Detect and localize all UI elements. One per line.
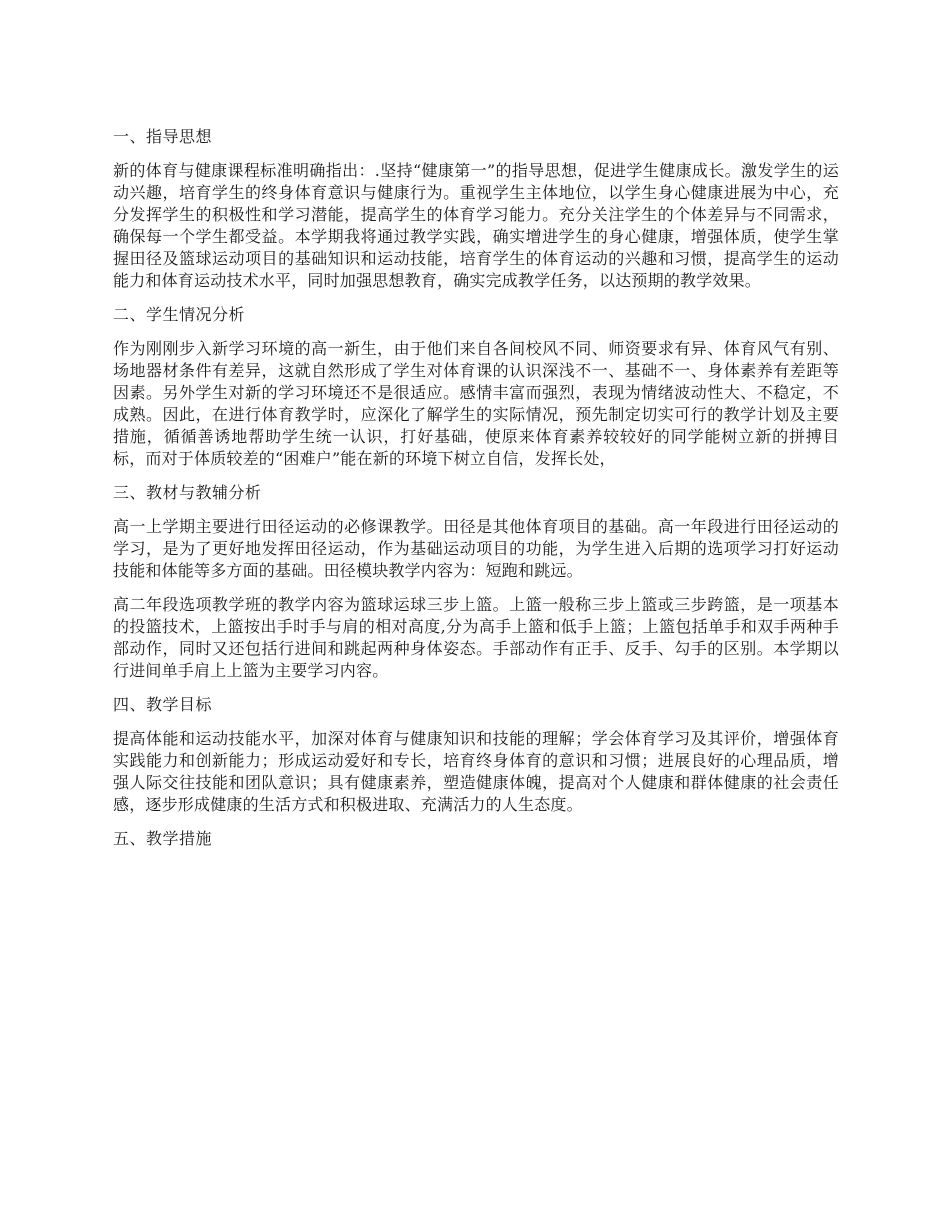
paragraph-materials-track: 高一上学期主要进行田径运动的必修课教学。田径是其他体育项目的基础。高一年段进行田径运动的学习，是为了更好地发挥田径运动，作为基础运动项目的功能，为学生进入后期的选项学习打好运动技能和体能等多方面的基础。田径模块教学内容为：短跑和跳远。: [113, 517, 839, 580]
paragraph-guiding-thought: 新的体育与健康课程标准明确指出：.坚持“健康第一”的指导思想，促进学生健康成长。激发学生的运动兴趣，培育学生的终身体育意识与健康行为。重视学生主体地位，以学生身心健康进展为中心，充分发挥学生的积极性和学习潜能，提高学生的体育学习能力。充分关注学生的个体差异与不同需求，确保每一个学生都受益。本学期我将通过教学实践，确实增进学生的身心健康，增强体质，使学生掌握田径及篮球运动项目的基础知识和运动技能，培育学生的体育运动的兴趣和习惯，提高学生的运动能力和体育运动技术水平，同时加强思想教育，确实完成教学任务，以达预期的教学效果。: [113, 161, 839, 290]
paragraph-materials-basketball: 高二年段选项教学班的教学内容为篮球运球三步上篮。上篮一般称三步上篮或三步跨篮，是一项基本的投篮技术，上篮按出手时手与肩的相对高度,分为高手上篮和低手上篮；上篮包括单手和双手两种手部动作，同时又还包括行进间和跳起两种身体姿态。手部动作有正手、反手、勾手的区别。本学期以行进间单手肩上上篮为主要学习内容。: [113, 595, 839, 680]
section-heading-teaching-measures: 五、教学措施: [113, 829, 213, 848]
section-heading-guiding-thought: 一、指导思想: [113, 127, 213, 146]
paragraph-student-analysis: 作为刚刚步入新学习环境的高一新生，由于他们来自各间校风不同、师资要求有异、体育风气有别、场地器材条件有差异，这就自然形成了学生对体育课的认识深浅不一、基础不一、身体素养有差距等因素。另外学生对新的学习环境还不是很适应。感情丰富而强烈，表现为情绪波动性大、不稳定，不成熟。因此，在进行体育教学时，应深化了解学生的实际情况，预先制定切实可行的教学计划及主要措施，循循善诱地帮助学生统一认识，打好基础，使原来体育素养较较好的同学能树立新的拼搏目标，而对于体质较差的“困难户”能在新的环境下树立自信，发挥长处，: [113, 339, 839, 468]
section-heading-student-analysis: 二、学生情况分析: [113, 305, 246, 324]
document-body: [113, 126, 839, 862]
section-heading-materials-analysis: 三、教材与教辅分析: [113, 483, 262, 502]
paragraph-teaching-goals: 提高体能和运动技能水平，加深对体育与健康知识和技能的理解；学会体育学习及其评价，增强体育实践能力和创新能力；形成运动爱好和专长，培育终身体育的意识和习惯；进展良好的心理品质，增强人际交往技能和团队意识；具有健康素养，塑造健康体魄，提高对个人健康和群体健康的社会责任感，逐步形成健康的生活方式和积极进取、充满活力的人生态度。: [113, 729, 839, 814]
section-heading-teaching-goals: 四、教学目标: [113, 695, 213, 714]
